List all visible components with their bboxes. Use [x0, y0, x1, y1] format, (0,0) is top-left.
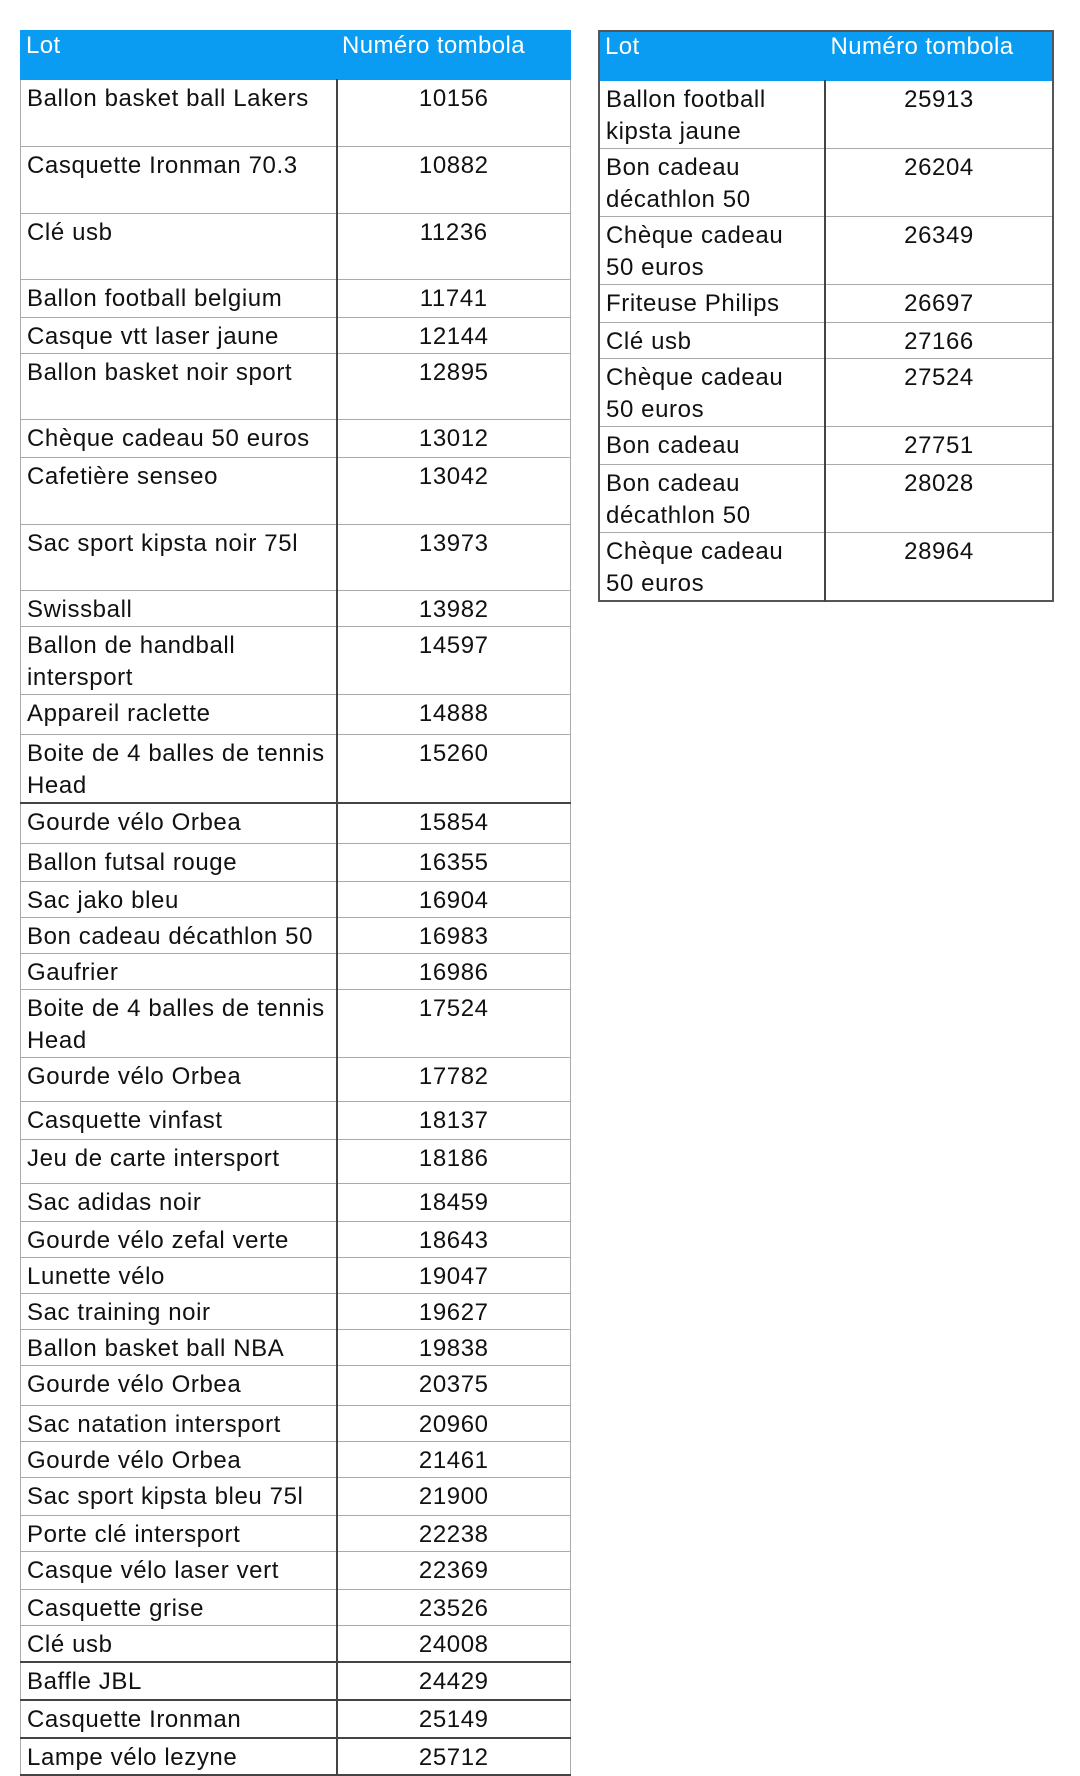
lot-cell: Bon cadeau décathlon 50 — [21, 917, 337, 953]
lot-cell: Sac sport kipsta noir 75l — [21, 525, 337, 591]
lot-cell: Jeu de carte intersport — [21, 1139, 337, 1183]
table-row — [21, 1477, 571, 1515]
ticket-number-cell: 23526 — [337, 1589, 571, 1625]
ticket-number-cell: 25149 — [337, 1700, 571, 1738]
table-row — [21, 1589, 571, 1625]
ticket-number-cell: 19627 — [337, 1293, 571, 1329]
table-row — [21, 1183, 571, 1221]
table-row — [21, 1700, 571, 1738]
ticket-number-cell: 22369 — [337, 1551, 571, 1589]
lot-cell: Boite de 4 balles de tennis Head — [21, 735, 337, 804]
ticket-number-cell: 20960 — [337, 1405, 571, 1441]
header-row — [21, 31, 571, 80]
table-row — [599, 359, 1053, 427]
ticket-number-cell: 21900 — [337, 1477, 571, 1515]
lot-cell: Ballon basket ball NBA — [21, 1329, 337, 1365]
table-row — [599, 149, 1053, 217]
header-lot: Lot — [21, 31, 337, 80]
ticket-number-cell: 14888 — [337, 695, 571, 735]
table-row — [21, 280, 571, 318]
table-row — [21, 147, 571, 214]
ticket-number-cell: 18459 — [337, 1183, 571, 1221]
lot-cell: Casque vtt laser jaune — [21, 318, 337, 354]
ticket-number-cell: 26697 — [825, 285, 1053, 323]
lot-cell: Gourde vélo Orbea — [21, 1057, 337, 1101]
lot-cell: Casquette Ironman — [21, 1700, 337, 1738]
ticket-number-cell: 27166 — [825, 323, 1053, 359]
lot-cell: Friteuse Philips — [599, 285, 825, 323]
lot-cell: Ballon football belgium — [21, 280, 337, 318]
lot-cell: Clé usb — [21, 214, 337, 280]
ticket-number-cell: 16986 — [337, 953, 571, 989]
table-row — [21, 1662, 571, 1700]
ticket-number-cell: 13973 — [337, 525, 571, 591]
table-row — [21, 1738, 571, 1775]
lot-cell: Porte clé intersport — [21, 1515, 337, 1551]
tombola-table-right — [598, 30, 1054, 602]
table-row — [21, 1057, 571, 1101]
ticket-number-cell: 20375 — [337, 1365, 571, 1405]
ticket-number-cell: 12895 — [337, 354, 571, 420]
ticket-number-cell: 28028 — [825, 465, 1053, 533]
table-row — [21, 1101, 571, 1139]
lot-cell: Sac training noir — [21, 1293, 337, 1329]
table-row — [21, 917, 571, 953]
lot-cell: Gourde vélo Orbea — [21, 1365, 337, 1405]
lot-cell: Casquette Ironman 70.3 — [21, 147, 337, 214]
ticket-number-cell: 17782 — [337, 1057, 571, 1101]
lot-cell: Bon cadeau décathlon 50 — [599, 465, 825, 533]
ticket-number-cell: 13982 — [337, 591, 571, 627]
table-row — [599, 217, 1053, 285]
ticket-number-cell: 18643 — [337, 1221, 571, 1257]
lot-cell: Swissball — [21, 591, 337, 627]
table-row — [21, 1329, 571, 1365]
ticket-number-cell: 17524 — [337, 989, 571, 1057]
table-row — [21, 1625, 571, 1662]
lot-cell: Casquette grise — [21, 1589, 337, 1625]
table-row — [599, 285, 1053, 323]
header-lot: Lot — [599, 31, 825, 81]
ticket-number-cell: 28964 — [825, 533, 1053, 602]
lot-cell: Sac adidas noir — [21, 1183, 337, 1221]
table-row — [21, 1257, 571, 1293]
table-row — [21, 591, 571, 627]
lot-cell: Ballon basket noir sport — [21, 354, 337, 420]
ticket-number-cell: 26349 — [825, 217, 1053, 285]
table-row — [21, 843, 571, 881]
ticket-number-cell: 24008 — [337, 1625, 571, 1662]
lot-cell: Gourde vélo zefal verte — [21, 1221, 337, 1257]
table-row — [21, 1293, 571, 1329]
ticket-number-cell: 26204 — [825, 149, 1053, 217]
ticket-number-cell: 27751 — [825, 427, 1053, 465]
lot-cell: Clé usb — [599, 323, 825, 359]
ticket-number-cell: 10156 — [337, 80, 571, 147]
ticket-number-cell: 16355 — [337, 843, 571, 881]
lot-cell: Ballon de handball intersport — [21, 627, 337, 695]
ticket-number-cell: 15260 — [337, 735, 571, 804]
lot-cell: Gourde vélo Orbea — [21, 803, 337, 843]
ticket-number-cell: 16904 — [337, 881, 571, 917]
lot-cell: Boite de 4 balles de tennis Head — [21, 989, 337, 1057]
lot-cell: Cafetière senseo — [21, 458, 337, 525]
table-row — [21, 1515, 571, 1551]
ticket-number-cell: 19838 — [337, 1329, 571, 1365]
lot-cell: Sac sport kipsta bleu 75l — [21, 1477, 337, 1515]
lot-cell: Chèque cadeau 50 euros — [599, 217, 825, 285]
lot-cell: Ballon football kipsta jaune — [599, 81, 825, 149]
table-row — [21, 354, 571, 420]
table-row — [21, 458, 571, 525]
table-row — [599, 465, 1053, 533]
ticket-number-cell: 21461 — [337, 1441, 571, 1477]
table-row — [21, 1221, 571, 1257]
lot-cell: Bon cadeau décathlon 50 — [599, 149, 825, 217]
lot-cell: Chèque cadeau 50 euros — [599, 359, 825, 427]
table-row — [21, 695, 571, 735]
table-row — [21, 881, 571, 917]
table-row — [599, 323, 1053, 359]
ticket-number-cell: 13012 — [337, 420, 571, 458]
table-row — [21, 214, 571, 280]
lot-cell: Ballon futsal rouge — [21, 843, 337, 881]
ticket-number-cell: 16983 — [337, 917, 571, 953]
lot-cell: Casquette vinfast — [21, 1101, 337, 1139]
table-row — [599, 533, 1053, 602]
table-row — [21, 1551, 571, 1589]
tombola-table-left — [20, 30, 571, 1776]
lot-cell: Sac jako bleu — [21, 881, 337, 917]
ticket-number-cell: 10882 — [337, 147, 571, 214]
table-row — [599, 427, 1053, 465]
ticket-number-cell: 24429 — [337, 1662, 571, 1700]
ticket-number-cell: 27524 — [825, 359, 1053, 427]
table-row — [21, 627, 571, 695]
ticket-number-cell: 14597 — [337, 627, 571, 695]
ticket-number-cell: 22238 — [337, 1515, 571, 1551]
lot-cell: Appareil raclette — [21, 695, 337, 735]
ticket-number-cell: 18137 — [337, 1101, 571, 1139]
lot-cell: Bon cadeau — [599, 427, 825, 465]
ticket-number-cell: 11741 — [337, 280, 571, 318]
table-row — [21, 803, 571, 843]
ticket-number-cell: 12144 — [337, 318, 571, 354]
table-row — [21, 1441, 571, 1477]
ticket-number-cell: 18186 — [337, 1139, 571, 1183]
table-row — [21, 80, 571, 147]
ticket-number-cell: 15854 — [337, 803, 571, 843]
table-row — [21, 1365, 571, 1405]
lot-cell: Lampe vélo lezyne — [21, 1738, 337, 1775]
lot-cell: Casque vélo laser vert — [21, 1551, 337, 1589]
lot-cell: Chèque cadeau 50 euros — [21, 420, 337, 458]
table-row — [21, 953, 571, 989]
header-numero-tombola: Numéro tombola — [337, 31, 571, 80]
lot-cell: Lunette vélo — [21, 1257, 337, 1293]
table-row — [599, 81, 1053, 149]
table-row — [21, 318, 571, 354]
lot-cell: Chèque cadeau 50 euros — [599, 533, 825, 602]
table-row — [21, 525, 571, 591]
header-numero-tombola: Numéro tombola — [825, 31, 1053, 81]
lot-cell: Gaufrier — [21, 953, 337, 989]
lot-cell: Ballon basket ball Lakers — [21, 80, 337, 147]
table-row — [21, 420, 571, 458]
ticket-number-cell: 13042 — [337, 458, 571, 525]
ticket-number-cell: 19047 — [337, 1257, 571, 1293]
lot-cell: Clé usb — [21, 1625, 337, 1662]
ticket-number-cell: 25712 — [337, 1738, 571, 1775]
table-row — [21, 1405, 571, 1441]
table-row — [21, 1139, 571, 1183]
table-row — [21, 989, 571, 1057]
header-row — [599, 31, 1053, 81]
ticket-number-cell: 11236 — [337, 214, 571, 280]
lot-cell: Gourde vélo Orbea — [21, 1441, 337, 1477]
ticket-number-cell: 25913 — [825, 81, 1053, 149]
table-row — [21, 735, 571, 804]
lot-cell: Sac natation intersport — [21, 1405, 337, 1441]
lot-cell: Baffle JBL — [21, 1662, 337, 1700]
